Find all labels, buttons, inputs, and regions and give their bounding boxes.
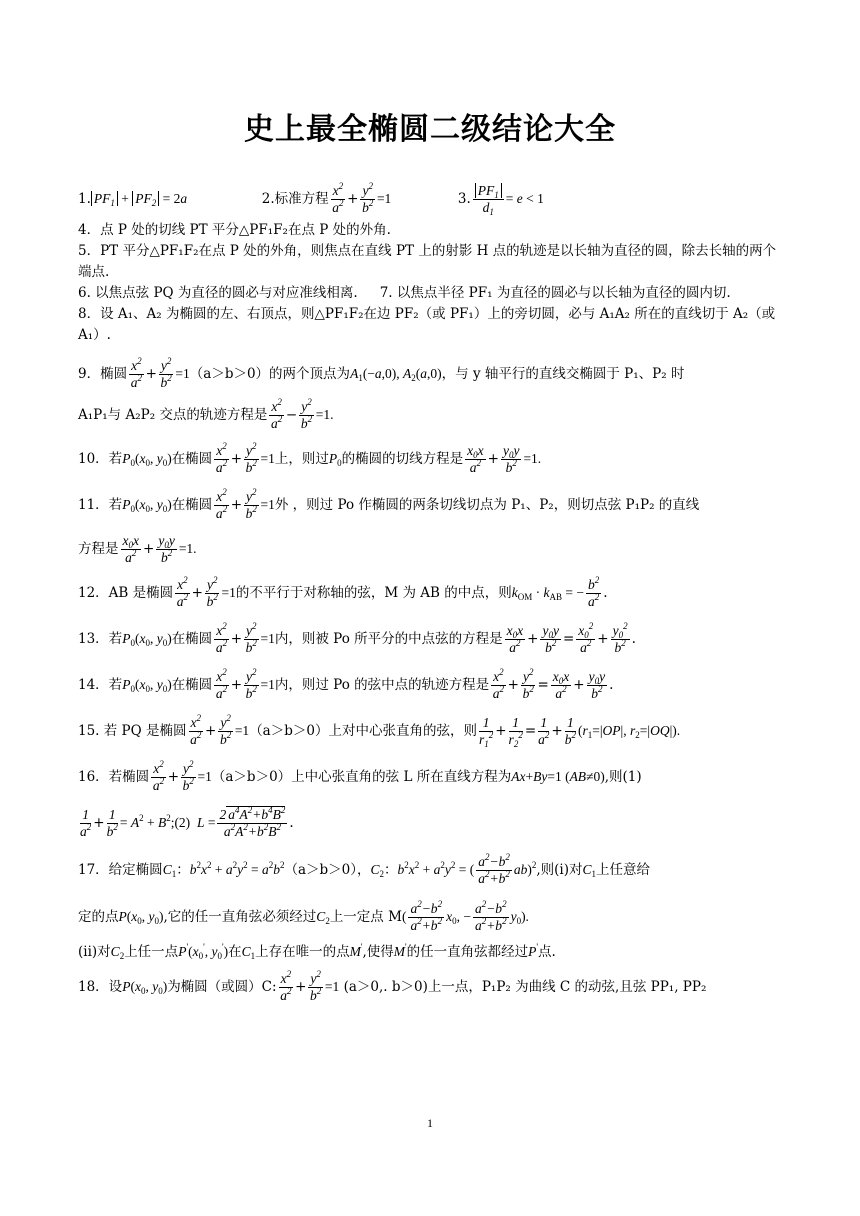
item-12: 12．AB 是椭圆 $\frac{x^2}{a^2}$ + $\frac{y^2}{b^2}$ =1的不平行于对称轴的弦，M 为 AB 的中点，则$k_{OM} \cdot k_{AB}$ = − $\frac{b^2}{a^2}$ . <box>78 575 608 609</box>
document-body <box>78 178 784 1010</box>
item-4: 4．点 P 处的切线 PT 平分△PF₁F₂在点 P 处的外角. <box>78 222 391 238</box>
item-16: 16．若椭圆 $\frac{x^2}{a^2}$ + $\frac{y^2}{b^2}$ =1（a＞b＞0）上中心张直角的弦 L 所在直线方程为Ax+By=1 (AB≠0),则(1) <box>78 759 642 793</box>
page-title: 史上最全椭圆二级结论大全 <box>244 112 616 147</box>
item-13: 13．若$P_0(x_0$, $y_0$)在椭圆 $\frac{x^2}{a^2}$ + $\frac{y^2}{b^2}$ =1内，则被 Po 所平分的中点弦的方程是 $\frac{x_0x}{a^2}$ + $\frac{y_0y}{b^2}$ = $\frac{x_0^2}{a^2}$ + $\frac{y_0^2}{b^2}$ . <box>78 621 636 655</box>
item-9: 9．椭圆 $\frac{x^2}{a^2}$ + $\frac{y^2}{b^2}$ =1（a＞b＞0）的两个顶点为$A_1(-a,0)$, $A_2(a,0)$，与 y 轴平行的直线交椭圆于 P₁、P₂ 时 <box>78 356 685 390</box>
page-number: 1 <box>427 1116 433 1130</box>
item-17: 17．给定椭圆$C_1$：$b^2x^2 + a^2y^2 = a^2b^2(a>b>0)$，$C_2$：$b^2x^2 + a^2y^2$ = ( $\frac{a^2-b^2}{a^2+b^2}$ ab)$^2$,则(i)对$C_1$上任意给 <box>78 852 651 886</box>
item-9-cont: A₁P₁与 A₂P₂ 交点的轨迹方程是 $\frac{x^2}{a^2}$ − $\frac{y^2}{b^2}$ =1. <box>78 397 334 431</box>
item-15: 15. 若 PQ 是椭圆 $\frac{x^2}{a^2}$ + $\frac{y^2}{b^2}$ =1（a＞b＞0）上对中心张直角的弦，则 $\frac{1}{r_1^2}$ + $\frac{1}{r_2^2}$ = $\frac{1}{a^2}$ + $\frac{1}{b^2}$ ($r_1=|OP|$, $r_2=|OQ|$). <box>78 713 681 749</box>
item-5: 5．PT 平分△PF₁F₂在点 P 处的外角，则焦点在直线 PT 上的射影 H 点的轨迹是以长轴为直径的圆，除去长轴的两个端点. <box>78 243 777 280</box>
item-10: 10．若$P_0(x_0$, $y_0$)在椭圆 $\frac{x^2}{a^2}$ + $\frac{y^2}{b^2}$ =1上，则过$P_0$的椭圆的切线方程是 $\frac{x_0x}{a^2}$ + $\frac{y_0y}{b^2}$ =1. <box>78 441 542 475</box>
item-16-cont: $\frac{1}{a^2}$ + $\frac{1}{b^2}$ = $A^2$ + $B^2;(2) L$ = $\frac{2 a^4A^2+b^4B^2}{a^2A^2+b^2B^2}$ . <box>80 805 294 839</box>
item-17-cont: 定的点$P(x_0$, $y_0$),它的任一直角弦必须经过$C_2$上一定点 M( $\frac{a^2-b^2}{a^2+b^2}$ $x_0$, − $\frac{a^2-b^2}{a^2+b^2}$ $y_0$). <box>78 899 529 933</box>
item-14: 14．若$P_0(x_0$, $y_0$)在椭圆 $\frac{x^2}{a^2}$ + $\frac{y^2}{b^2}$ =1内，则过 Po 的弦中点的轨迹方程是 $\frac{x^2}{a^2}$ + $\frac{y^2}{b^2}$ = $\frac{x_0x}{a^2}$ + $\frac{y_0y}{b^2}$ . <box>78 667 614 701</box>
item-17-ii: (ii)对$C_2$上任一点$P'(x_0'$, $y_0'$)在$C_1$上存在唯一的点M',使得M'的任一直角弦都经过P'点. <box>78 942 556 961</box>
item-6-7: 6. 以焦点弦 PQ 为直径的圆必与对应准线相离. 7. 以焦点半径 PF₁ 为直径的圆必与以长轴为直径的圆内切. <box>78 285 731 301</box>
item-18: 18．设$P(x_0$, $y_0$)为椭圆（或圆）C: $\frac{x^2}{a^2}$ + $\frac{y^2}{b^2}$ =1 (a＞0,. b＞0)上一点，P₁P₂ 为曲线 C 的动弦,且弦 PP₁, PP₂ <box>78 969 707 1003</box>
item-11: 11．若$P_0(x_0$, $y_0$)在椭圆 $\frac{x^2}{a^2}$ + $\frac{y^2}{b^2}$ =1外 ，则过 Po 作椭圆的两条切线切点为 P₁、P₂，则切点弦 P₁P₂ 的直线 <box>78 487 700 521</box>
item-1-3: 1. $PF_1 + PF_2 = 2a$ 2.标准方程 $\frac{x^2}{a^2}$ + $\frac{y^2}{b^2}$ =1 3. $\frac{PF_1}{d_1}$ = e < 1 <box>78 181 544 217</box>
item-11-cont: 方程是 $\frac{x_0x}{a^2}$ + $\frac{y_0y}{b^2}$ =1. <box>78 533 197 565</box>
item-8: 8．设 A₁、A₂ 为椭圆的左、右顶点，则△PF₁F₂在边 PF₂（或 PF₁）上的旁切圆，必与 A₁A₂ 所在的直线切于 A₂（或 A₁）. <box>78 306 776 343</box>
